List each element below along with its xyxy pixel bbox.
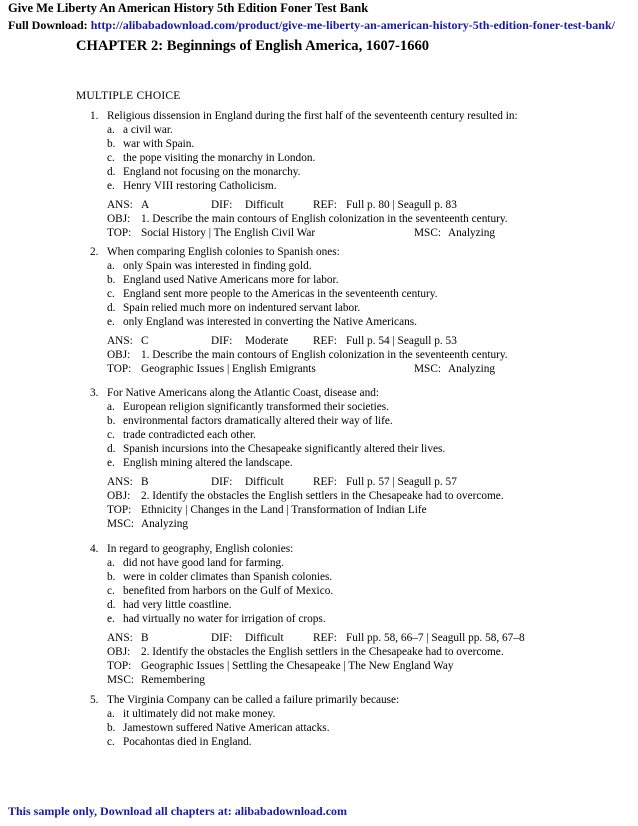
- chapter-title: CHAPTER 2: Beginnings of English America, 1607-1660: [76, 38, 430, 54]
- ans-label: ANS:: [107, 335, 133, 347]
- ref-label: REF:: [313, 632, 337, 644]
- obj-value: 2. Identify the obstacles the English settlers in the Chesapeake had to overcome.: [141, 490, 504, 502]
- option-a: [90, 259, 630, 273]
- ans-label: ANS:: [107, 632, 133, 644]
- option-letter: c.: [107, 288, 115, 300]
- option-text: a civil war.: [123, 124, 173, 136]
- option-text: did not have good land for farming.: [123, 557, 284, 569]
- dif-label: DIF:: [211, 632, 233, 644]
- option-d: [90, 442, 630, 456]
- option-letter: c.: [107, 429, 115, 441]
- top-value: Geographic Issues | Settling the Chesapeake | The New England Way: [141, 660, 454, 672]
- msc-label: MSC:: [414, 227, 442, 239]
- header-title: Give Me Liberty An American History 5th Edition Foner Test Bank: [8, 1, 369, 15]
- option-letter: d.: [107, 599, 116, 611]
- meta-row-msc: [107, 517, 630, 531]
- download-label: Full Download:: [8, 18, 88, 32]
- option-text: England sent more people to the Americas in the seventeenth century.: [123, 288, 438, 300]
- question-stem: [90, 386, 630, 400]
- meta-row-obj: [107, 645, 630, 659]
- option-letter: d.: [107, 302, 116, 314]
- meta-row-obj: [107, 348, 630, 362]
- obj-label: OBJ:: [107, 490, 131, 502]
- option-b: [90, 273, 630, 287]
- question-3: [90, 386, 630, 531]
- msc-value: Remembering: [141, 674, 205, 686]
- option-c: [90, 287, 630, 301]
- option-text: war with Spain.: [123, 138, 195, 150]
- ref-value: Full pp. 58, 66–7 | Seagull pp. 58, 67–8: [346, 632, 525, 644]
- obj-value: 1. Describe the main contours of English colonization in the seventeenth century.: [141, 349, 508, 361]
- option-b: [90, 137, 630, 151]
- dif-value: Difficult: [245, 632, 284, 644]
- ans-value: A: [141, 199, 150, 211]
- option-text: Pocahontas died in England.: [123, 736, 252, 748]
- msc-label: MSC:: [107, 674, 135, 686]
- question-number: 2.: [90, 246, 99, 258]
- ans-label: ANS:: [107, 476, 133, 488]
- option-letter: b.: [107, 138, 116, 150]
- option-letter: a.: [107, 708, 115, 720]
- meta-row-top: [107, 362, 630, 376]
- option-letter: b.: [107, 274, 116, 286]
- option-letter: d.: [107, 166, 116, 178]
- meta-row-obj: [107, 212, 630, 226]
- top-label: TOP:: [107, 504, 132, 516]
- question-text: The Virginia Company can be called a failure primarily because:: [107, 694, 400, 706]
- dif-label: DIF:: [211, 199, 233, 211]
- option-letter: e.: [107, 457, 115, 469]
- meta-row-top: [107, 503, 630, 517]
- section-title: MULTIPLE CHOICE: [76, 90, 181, 102]
- top-value: Geographic Issues | English Emigrants: [141, 363, 316, 375]
- option-text: Spain relied much more on indentured servant labor.: [123, 302, 361, 314]
- question-text: In regard to geography, English colonies:: [107, 543, 294, 555]
- option-a: [90, 556, 630, 570]
- option-e: [90, 612, 630, 626]
- option-letter: a.: [107, 260, 115, 272]
- option-text: England used Native Americans more for labor.: [123, 274, 339, 286]
- dif-value: Difficult: [245, 476, 284, 488]
- meta-row-ans: [107, 198, 630, 212]
- msc-value: Analyzing: [448, 227, 496, 239]
- answer-metadata: [90, 631, 630, 687]
- option-e: [90, 456, 630, 470]
- option-c: [90, 428, 630, 442]
- option-d: [90, 301, 630, 315]
- obj-label: OBJ:: [107, 349, 131, 361]
- question-5: [90, 693, 630, 749]
- ans-label: ANS:: [107, 199, 133, 211]
- option-text: only England was interested in converting the Native Americans.: [123, 316, 417, 328]
- option-text: had virtually no water for irrigation of crops.: [123, 613, 326, 625]
- option-text: the pope visiting the monarchy in London.: [123, 152, 316, 164]
- question-stem: [90, 245, 630, 259]
- question-text: When comparing English colonies to Spanish ones:: [107, 246, 340, 258]
- meta-row-ans: [107, 334, 630, 348]
- question-1: [90, 109, 630, 240]
- obj-label: OBJ:: [107, 213, 131, 225]
- option-letter: c.: [107, 585, 115, 597]
- obj-value: 1. Describe the main contours of English colonization in the seventeenth century.: [141, 213, 508, 225]
- option-letter: e.: [107, 316, 115, 328]
- option-a: [90, 123, 630, 137]
- ref-value: Full p. 54 | Seagull p. 53: [346, 335, 457, 347]
- option-letter: c.: [107, 736, 115, 748]
- option-d: [90, 598, 630, 612]
- option-b: [90, 414, 630, 428]
- msc-label: MSC:: [107, 518, 135, 530]
- option-a: [90, 400, 630, 414]
- ref-value: Full p. 57 | Seagull p. 57: [346, 476, 457, 488]
- option-c: [90, 151, 630, 165]
- dif-value: Difficult: [245, 199, 284, 211]
- question-text: For Native Americans along the Atlantic Coast, disease and:: [107, 387, 380, 399]
- dif-label: DIF:: [211, 476, 233, 488]
- option-a: [90, 707, 630, 721]
- option-d: [90, 165, 630, 179]
- option-text: Henry VIII restoring Catholicism.: [123, 180, 277, 192]
- top-value: Ethnicity | Changes in the Land | Transformation of Indian Life: [141, 504, 427, 516]
- option-e: [90, 179, 630, 193]
- ref-label: REF:: [313, 335, 337, 347]
- question-number: 3.: [90, 387, 99, 399]
- option-c: [90, 735, 630, 749]
- dif-label: DIF:: [211, 335, 233, 347]
- meta-row-ans: [107, 631, 630, 645]
- option-text: environmental factors dramatically altered their way of life.: [123, 415, 393, 427]
- option-letter: e.: [107, 613, 115, 625]
- meta-row-msc: [107, 673, 630, 687]
- option-text: English mining altered the landscape.: [123, 457, 293, 469]
- option-text: European religion significantly transformed their societies.: [123, 401, 390, 413]
- ref-label: REF:: [313, 199, 337, 211]
- meta-row-obj: [107, 489, 630, 503]
- option-b: [90, 570, 630, 584]
- msc-value: Analyzing: [141, 518, 189, 530]
- question-stem: [90, 693, 630, 707]
- top-label: TOP:: [107, 227, 132, 239]
- ref-value: Full p. 80 | Seagull p. 83: [346, 199, 457, 211]
- option-text: were in colder climates than Spanish colonies.: [123, 571, 333, 583]
- ans-value: B: [141, 476, 149, 488]
- option-c: [90, 584, 630, 598]
- option-text: Spanish incursions into the Chesapeake significantly altered their lives.: [123, 443, 446, 455]
- obj-label: OBJ:: [107, 646, 131, 658]
- header-download-line: [8, 18, 615, 33]
- option-letter: c.: [107, 152, 115, 164]
- option-letter: b.: [107, 722, 116, 734]
- meta-row-ans: [107, 475, 630, 489]
- option-e: [90, 315, 630, 329]
- footer-download-notice[interactable]: This sample only, Download all chapters at: alibabadownload.com: [8, 804, 348, 818]
- msc-label: MSC:: [414, 363, 442, 375]
- option-b: [90, 721, 630, 735]
- question-number: 1.: [90, 110, 99, 122]
- meta-row-top: [107, 226, 630, 240]
- option-text: had very little coastline.: [123, 599, 232, 611]
- dif-value: Moderate: [245, 335, 289, 347]
- option-letter: e.: [107, 180, 115, 192]
- option-letter: b.: [107, 571, 116, 583]
- option-letter: a.: [107, 557, 115, 569]
- question-stem: [90, 109, 630, 123]
- question-number: 4.: [90, 543, 99, 555]
- question-text: Religious dissension in England during the first half of the seventeenth century resulted in:: [107, 110, 518, 122]
- top-label: TOP:: [107, 363, 132, 375]
- question-2: [90, 245, 630, 376]
- option-text: benefited from harbors on the Gulf of Mexico.: [123, 585, 334, 597]
- question-4: [90, 542, 630, 687]
- obj-value: 2. Identify the obstacles the English settlers in the Chesapeake had to overcome.: [141, 646, 504, 658]
- option-text: it ultimately did not make money.: [123, 708, 276, 720]
- ans-value: B: [141, 632, 149, 644]
- ref-label: REF:: [313, 476, 337, 488]
- meta-row-top: [107, 659, 630, 673]
- question-number: 5.: [90, 694, 99, 706]
- option-letter: a.: [107, 124, 115, 136]
- option-text: England not focusing on the monarchy.: [123, 166, 301, 178]
- msc-value: Analyzing: [448, 363, 496, 375]
- option-letter: a.: [107, 401, 115, 413]
- answer-metadata: [90, 334, 630, 376]
- ans-value: C: [141, 335, 149, 347]
- top-value: Social History | The English Civil War: [141, 227, 316, 239]
- option-letter: b.: [107, 415, 116, 427]
- option-letter: d.: [107, 443, 116, 455]
- option-text: only Spain was interested in finding gold.: [123, 260, 312, 272]
- answer-metadata: [90, 475, 630, 531]
- option-text: Jamestown suffered Native American attacks.: [123, 722, 330, 734]
- option-text: trade contradicted each other.: [123, 429, 256, 441]
- download-link[interactable]: http://alibabadownload.com/product/give-me-liberty-an-american-history-5th-edition-foner-test-bank/: [90, 18, 615, 32]
- top-label: TOP:: [107, 660, 132, 672]
- question-stem: [90, 542, 630, 556]
- answer-metadata: [90, 198, 630, 240]
